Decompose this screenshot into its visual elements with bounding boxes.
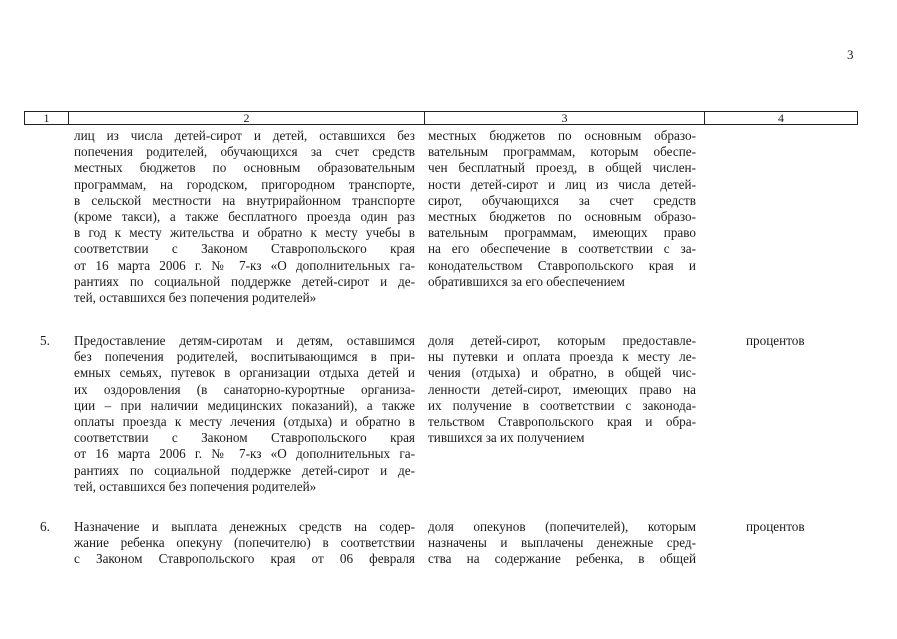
text-line: ны путевки и оплата проезда к месту ле- — [428, 349, 696, 365]
text-line: на его обеспечение в соответствии с за- — [428, 241, 696, 257]
text-line: тельством Ставропольского края и обра- — [428, 414, 696, 430]
text-line: Назначение и выплата денежных средств на содер- — [74, 519, 415, 534]
text-line: ности детей-сирот и лиц из числа детей- — [428, 176, 696, 192]
text-line: оплаты проезда к месту лечения (отдыха) и обратно в — [74, 414, 415, 430]
page-number: 3 — [847, 47, 854, 62]
text-line: вательным программам, имеющих право — [428, 225, 696, 241]
text-line: программам, на городском, пригородном транспорте, — [74, 176, 415, 192]
text-line: соответствии с Законом Ставропольского края — [74, 241, 415, 257]
text-line: назначены и выплачены денежные сред- — [428, 535, 696, 551]
text-line: с Законом Ставропольского края от 06 февраля — [74, 551, 415, 567]
text-line: местных бюджетов по основным образо- — [428, 128, 696, 143]
table-row-5 — [0, 333, 897, 503]
row-6-description — [74, 519, 415, 568]
text-line: рантиях по социальной поддержке детей-сирот и де- — [74, 462, 415, 478]
text-line: тей, оставшихся без попечения родителей» — [74, 290, 317, 306]
text-line: ции – при наличии медицинских показаний), а также — [74, 397, 415, 413]
text-line: емных семьях, путевок в организации отдыха детей и — [74, 365, 415, 381]
text-line: сирот, обучающихся за счет средств — [428, 192, 696, 208]
text-line: тившихся за их получением — [428, 430, 585, 446]
table-header-row — [24, 111, 858, 125]
text-line: доля детей-сирот, которым предоставле- — [428, 333, 696, 348]
text-line: без попечения родителей, воспитывающимся в при- — [74, 349, 415, 365]
row-5-indicator — [428, 333, 696, 446]
text-line: в год к месту жительства и обратно к месту учебы в — [74, 225, 415, 241]
row-6-indicator — [428, 519, 696, 568]
text-line: рантиях по социальной поддержке детей-сирот и де- — [74, 273, 415, 289]
text-line: соответствии с Законом Ставропольского края — [74, 430, 415, 446]
row-number: 5. — [40, 333, 50, 348]
text-line: жание ребенка опекуну (попечителю) в соответствии — [74, 535, 415, 551]
text-line: чен бесплатный проезд, в общей числен- — [428, 160, 696, 176]
text-line: чения (отдыха) и обратно, в общей чис- — [428, 365, 696, 381]
header-col-1: 1 — [25, 112, 69, 124]
row-continuation-description — [74, 128, 415, 306]
row-5-description — [74, 333, 415, 495]
table-row-6 — [0, 519, 897, 579]
text-line: от 16 марта 2006 г. № 7-кз «О дополнительных га- — [74, 257, 415, 273]
text-line: Предоставление детям-сиротам и детям, оставшимся — [74, 333, 415, 348]
row-5-unit: процентов — [746, 333, 805, 348]
text-line: их оздоровления (в санаторно-курортные организа- — [74, 381, 415, 397]
table-row-continuation — [0, 128, 897, 308]
text-line: конодательством Ставропольского края и — [428, 257, 696, 273]
text-line: в сельской местности на внутрирайонном транспорте — [74, 192, 415, 208]
text-line: вательным программам, которым обеспе- — [428, 144, 696, 160]
text-line: от 16 марта 2006 г. № 7-кз «О дополнительных га- — [74, 446, 415, 462]
text-line: местных бюджетов по основным образо- — [428, 209, 696, 225]
row-number: 6. — [40, 519, 50, 534]
text-line: обратившихся за его обеспечением — [428, 273, 625, 289]
text-line: ства на содержание ребенка, в общей — [428, 551, 696, 567]
header-col-2: 2 — [69, 112, 425, 124]
text-line: доля опекунов (попечителей), которым — [428, 519, 696, 534]
text-line: местных бюджетов по основным образовательным — [74, 160, 415, 176]
row-6-unit: процентов — [746, 519, 805, 534]
header-col-4: 4 — [778, 111, 784, 125]
text-line: попечения родителей, обучающихся за счет средств — [74, 144, 415, 160]
header-col-3: 3 — [425, 112, 705, 124]
text-line: их получение в соответствии с законода- — [428, 397, 696, 413]
text-line: (кроме такси), а также бесплатного проезда один раз — [74, 209, 415, 225]
text-line: тей, оставшихся без попечения родителей» — [74, 478, 317, 494]
text-line: ленности детей-сирот, имеющих право на — [428, 381, 696, 397]
text-line: лиц из числа детей-сирот и детей, оставшихся без — [74, 128, 415, 143]
row-continuation-indicator — [428, 128, 696, 290]
